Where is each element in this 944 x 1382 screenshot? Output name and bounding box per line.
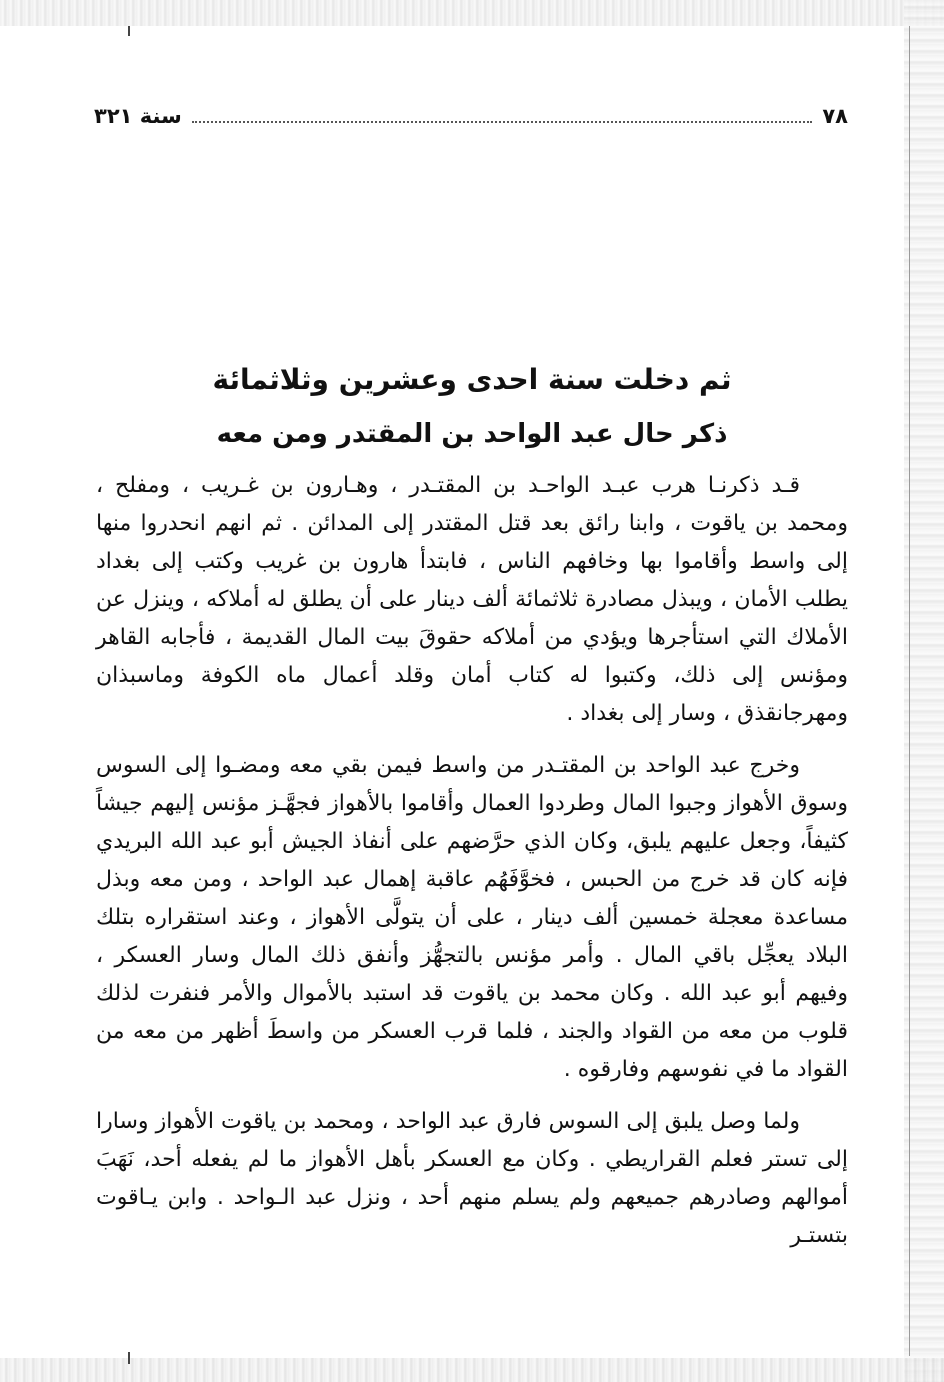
paragraph-1: قـد ذكرنـا هرب عبـد الواحـد بن المقتـدر ، وهـارون بن غـريب ، ومفلح ، ومحمد بن ياقوت ، وابنا رائق بعد قتل المقتدر إلى المدائن . ثم انهم انحدروا منها إلى واسط وأقاموا بها وخافهم الناس ، فابتدأ هارون بن غريب وكتب إلى بغداد يطلب الأمان ، ويبذل مصادرة ثلاثمائة ألف دينار على أن يطلق له أملاكه ، وينزل عن الأملاك التي استأجرها ويؤدي من أملاكه حقوقَ بيت المال القديمة ، فأجابه القاهر ومؤنس إلى ذلك، وكتبوا له كتاب أمان وقلد أعمال ماه الكوفة وماسبذان ومهرجانقذق ، وسار إلى بغداد . xyxy=(96,473,848,726)
section-heading: ذكر حال عبد الواحد بن المقتدر ومن معه xyxy=(216,419,728,449)
page-number: ٧٨ xyxy=(822,104,848,128)
scan-edge-right xyxy=(904,0,944,1382)
crop-mark-top xyxy=(128,26,130,36)
scan-edge-top xyxy=(0,0,944,26)
crop-mark-bottom xyxy=(128,1352,130,1364)
page-content xyxy=(96,355,848,1269)
running-header xyxy=(94,98,848,134)
header-leader-dots xyxy=(192,121,813,123)
paragraph-3: ولما وصل يلبق إلى السوس فارق عبد الواحد ، ومحمد بن ياقوت الأهواز وسارا إلى تستر فعلم القراريطي . وكان مع العسكر بأهل الأهواز ما لم يفعله أحد، نَهَبَ أموالهم وصادرهم جميعهم ولم يسلم منهم أحد ، ونزل عبد الـواحد . وابن يـاقوت بتستـر xyxy=(96,1109,848,1248)
header-year-title: سنة ٣٢١ xyxy=(94,104,182,128)
page-border xyxy=(909,26,910,1356)
scan-edge-bottom xyxy=(0,1358,944,1382)
chapter-heading: ثم دخلت سنة احدى وعشرين وثلاثمائة xyxy=(212,363,732,396)
paragraph-2: وخرج عبد الواحد بن المقتـدر من واسط فيمن بقي معه ومضـوا إلى السوس وسوق الأهواز وجبوا المال وطردوا العمال وأقاموا بالأهواز فجهَّـز مؤنس إليهم جيشاً كثيفاً، وجعل عليهم يلبق، وكان الذي حرَّضهم على أنفاذ الجيش أبو عبد الله البريدي فإنه كان قد خرج من الحبس ، فخوَّفَهُم عاقبة إهمال عبد الواحد ، ومن معه وبذل مساعدة معجلة خمسين ألف دينار ، على أن يتولَّى الأهواز ، وعند استقراره بتلك البلاد يعجِّل باقي المال . وأمر مؤنس بالتجهُّز وأنفق ذلك المال وسار العسكر ، وفيهم أبو عبد الله . وكان محمد بن ياقوت قد استبد بالأموال والأمر فنفرت لذلك قلوب من معه من القواد والجند ، فلما قرب العسكر من واسطَ أظهر من معه من القواد ما في نفوسهم وفارقوه . xyxy=(96,753,848,1082)
